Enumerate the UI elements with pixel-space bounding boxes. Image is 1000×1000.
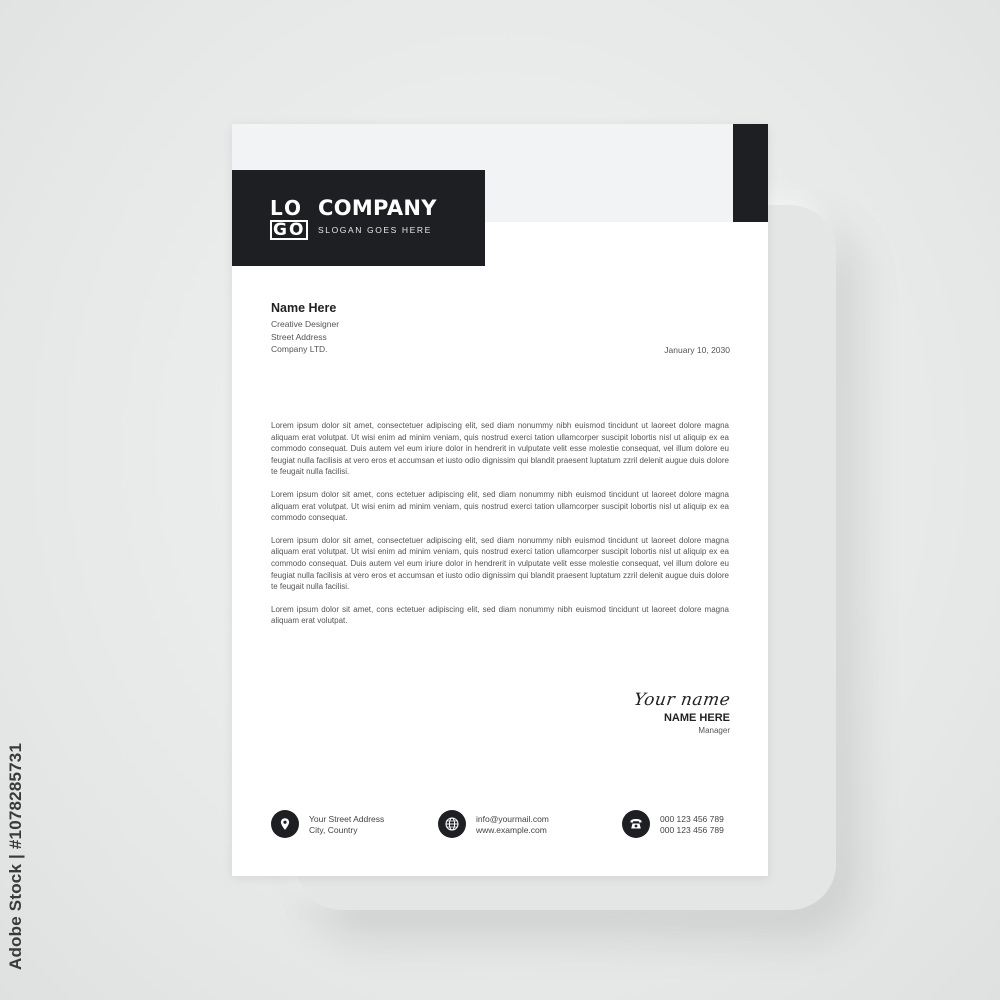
body-paragraph: Lorem ipsum dolor sit amet, consectetuer adipiscing elit, sed diam nonummy nibh euismod tincidunt ut laoreet dolore magna aliquam erat volutpat. Ut wisi enim ad minim veniam, quis nostrud exerci tation ullamcorper suscipit lobortis nisl ut aliquip ex ea commodo consequat. Duis autem vel eum iriure dolor in hendrerit in vulputate velit esse molestie consequat, vel illum dolore eu feugiat nulla facilisis at vero eros et accumsan et iusto odio dignissim qui blandit praesent luptatum zzril delenit augue duis dolore te feugait nulla facilisi. — [271, 421, 729, 477]
signer-name: NAME HERE — [663, 712, 730, 724]
letter-body — [271, 420, 729, 638]
body-paragraph: Lorem ipsum dolor sit amet, consectetuer adipiscing elit, sed diam nonummy nibh euismod tincidunt ut laoreet dolore magna aliquam erat volutpat. Ut wisi enim ad minim veniam, quis nostrud exerci tation ullamcorper suscipit lobortis nisl ut aliquip ex ea commodo consequat. Duis autem vel eum iriure dolor in hendrerit in vulputate velit esse molestie consequat, vel illum dolore eu feugiat nulla facilisis at vero eros et accumsan et iusto odio dignissim qui blandit praesent luptatum zzril delenit augue duis dolore te feugait nulla facilisi. — [271, 535, 729, 592]
phone-number-2: 000 123 456 789 — [660, 825, 724, 835]
footer-contacts — [271, 810, 729, 840]
signature-script: Your name — [632, 690, 732, 710]
logo-top-text: LO — [270, 196, 304, 220]
website-text[interactable]: www.example.com — [476, 825, 547, 835]
stock-watermark — [4, 742, 32, 970]
body-paragraph: Lorem ipsum dolor sit amet, cons ectetuer adipiscing elit, sed diam nonummy nibh euismod tincidunt ut laoreet dolore magna aliquam erat volutpat. Ut wisi enim ad minim veniam, quis nostrud exerci tation ullamcorper suscipit lobortis nisl ut aliquip ex ea commodo consequat. — [271, 489, 729, 523]
letter-date: January 10, 2030 — [664, 345, 730, 355]
watermark-text: Adobe Stock | #1078285731 — [6, 742, 25, 970]
company-name: COMPANY — [318, 196, 437, 220]
sender-block — [271, 301, 339, 356]
sender-name: Name Here — [271, 301, 337, 315]
letterhead-page — [232, 124, 768, 876]
globe-icon — [438, 810, 466, 838]
signer-role: Manager — [698, 726, 730, 735]
body-paragraph: Lorem ipsum dolor sit amet, cons ectetuer adipiscing elit, sed diam nonummy nibh euismod tincidunt ut laoreet dolore magna aliquam erat volutpat. — [271, 604, 729, 626]
sender-address: Street Address — [271, 331, 327, 342]
sender-title: Creative Designer — [271, 319, 340, 329]
location-pin-icon — [271, 810, 299, 838]
phone-number-1: 000 123 456 789 — [660, 814, 724, 824]
signature-block — [634, 690, 730, 735]
company-slogan: SLOGAN GOES HERE — [318, 225, 432, 235]
logo-bottom-text: GO — [270, 220, 308, 240]
logo-block — [232, 170, 485, 266]
logo-icon — [270, 198, 306, 240]
sender-company: Company LTD. — [271, 344, 328, 354]
email-text[interactable]: info@yourmail.com — [476, 814, 549, 824]
address-line-1: Your Street Address — [309, 814, 385, 824]
address-line-2: City, Country — [309, 825, 358, 835]
corner-accent-block — [733, 124, 768, 222]
telephone-icon — [622, 810, 650, 838]
